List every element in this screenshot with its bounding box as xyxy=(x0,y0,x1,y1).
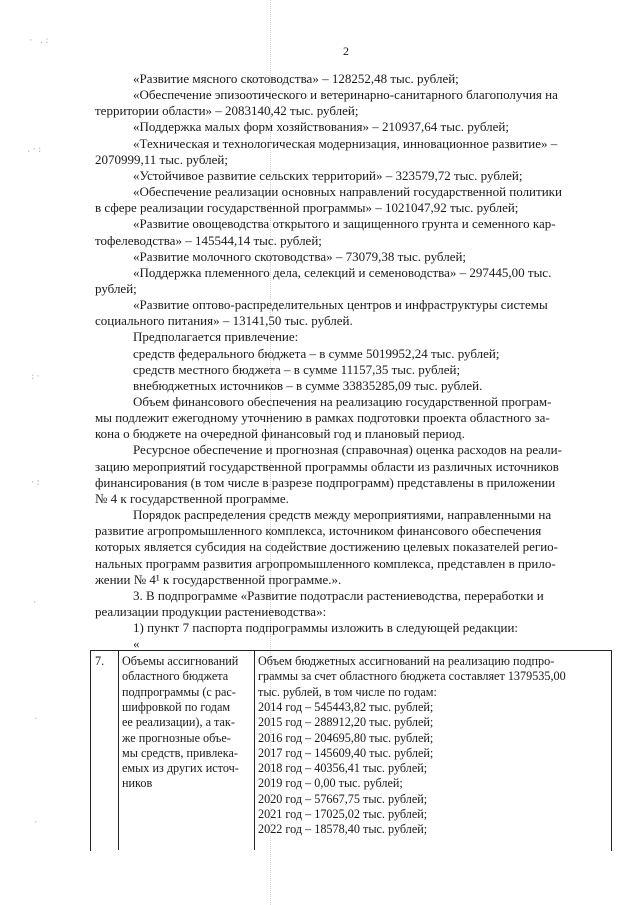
label-line: же прогнозные объе- xyxy=(122,730,231,745)
value-line: 2022 год – 18578,40 тыс. рублей; xyxy=(258,822,428,837)
text-line: социального питания» – 13141,50 тыс. рублей. xyxy=(95,313,353,329)
text-line: территории области» – 2083140,42 тыс. рублей; xyxy=(95,103,359,119)
label-line: областного бюджета xyxy=(122,669,229,684)
text-line: № 4 к государственной программе. xyxy=(95,490,289,506)
value-line: 2015 год – 288912,20 тыс. рублей; xyxy=(258,715,434,730)
text-line: тофелеводства» – 145544,14 тыс. рублей; xyxy=(95,232,322,248)
text-line: «Техническая и технологическая модернизация, инновационное развитие» – xyxy=(133,135,558,151)
table-divider xyxy=(254,650,255,850)
page-number: 2 xyxy=(343,44,349,58)
label-line: мы средств, привлека- xyxy=(122,745,238,760)
scan-artifact: . xyxy=(33,712,39,722)
text-line: жении № 4¹ к государственной программе.». xyxy=(95,571,342,587)
text-line: «Устойчивое развитие сельских территорий» – 323579,72 тыс. рублей; xyxy=(133,167,523,183)
value-line: граммы за счет областного бюджета составляет 1379535,00 xyxy=(258,669,566,684)
text-line: финансирования (в том числе в разрезе подпрограмм) представлены в приложении xyxy=(95,474,556,490)
text-line: «Обеспечение эпизоотического и ветеринарно-санитарного благополучия на xyxy=(133,87,558,103)
text-line: Порядок распределения средств между мероприятиями, направленными на xyxy=(133,507,552,523)
text-line: «Поддержка племенного дела, селекций и семеноводства» – 297445,00 тыс. xyxy=(133,264,552,280)
text-line: «Развитие мясного скотоводства» – 128252,48 тыс. рублей; xyxy=(133,71,459,86)
passport-table xyxy=(90,650,610,850)
value-line: 2018 год – 40356,41 тыс. рублей; xyxy=(258,761,428,776)
text-line: 2070999,11 тыс. рублей; xyxy=(95,151,228,167)
text-line: внебюджетных источников – в сумме 33835285,09 тыс. рублей. xyxy=(133,377,483,393)
scan-artifact: :· xyxy=(30,372,41,382)
value-line: 2016 год – 204695,80 тыс. рублей; xyxy=(258,730,434,745)
label-line: емых из других источ- xyxy=(122,761,239,776)
text-line: «Поддержка малых форм хозяйствования» – 210937,64 тыс. рублей; xyxy=(133,119,509,135)
label-line: Объемы ассигнований xyxy=(122,654,239,668)
text-line: Ресурсное обеспечение и прогнозная (справочная) оценка расходов на реали- xyxy=(133,442,562,458)
text-line: 3. В подпрограмме «Развитие подотрасли растениеводства, переработки и xyxy=(133,587,544,603)
text-line: в сфере реализации государственной программы» – 1021047,92 тыс. рублей; xyxy=(95,200,519,216)
text-line: мы подлежит ежегодному уточнению в рамках подготовки проекта областного за- xyxy=(95,410,550,426)
text-line: Предполагается привлечение: xyxy=(133,329,299,345)
scan-artifact: · .: xyxy=(28,36,50,46)
text-line: средств федерального бюджета – в сумме 5019952,24 тыс. рублей; xyxy=(133,345,500,361)
scan-artifact: · xyxy=(32,598,38,608)
value-line: Объем бюджетных ассигнований на реализацию подпро- xyxy=(258,654,555,668)
scan-artifact: · xyxy=(33,818,39,828)
label-line: ников xyxy=(122,776,153,791)
value-line: 2020 год – 57667,75 тыс. рублей; xyxy=(258,791,428,806)
text-line: развитие агропромышленного комплекса, источником финансового обеспечения xyxy=(95,523,542,539)
text-line: которых является субсидия на содействие достижению целевых показателей регио- xyxy=(95,539,558,555)
text-line: нальных программ развития агропромышленного комплекса, представлен в прило- xyxy=(95,555,556,571)
text-line: «Обеспечение реализации основных направлений государственной политики xyxy=(133,184,562,200)
scan-artifact: ·: xyxy=(30,478,41,488)
text-line: 1) пункт 7 паспорта подпрограммы изложить в следующей редакции: xyxy=(133,620,519,636)
value-line: тыс. рублей, в том числе по годам: xyxy=(258,684,437,699)
text-line: средств местного бюджета – в сумме 11157,35 тыс. рублей; xyxy=(133,361,461,377)
value-line: 2019 год – 0,00 тыс. рублей; xyxy=(258,776,403,791)
label-line: ее реализации), а так- xyxy=(122,715,235,730)
text-line: Объем финансового обеспечения на реализацию государственной програм- xyxy=(133,394,552,409)
value-line: 2014 год – 545443,82 тыс. рублей; xyxy=(258,699,434,714)
text-line: « xyxy=(133,636,140,652)
label-line: шифровкой по годам xyxy=(122,699,231,714)
scan-artifact: .·: xyxy=(26,145,43,155)
value-line: 2017 год – 145609,40 тыс. рублей; xyxy=(258,745,434,760)
label-line: подпрограммы (с рас- xyxy=(122,684,236,699)
text-line: рублей; xyxy=(95,280,137,296)
table-divider xyxy=(118,650,119,850)
text-line: реализации продукции растениеводства»: xyxy=(95,603,327,619)
text-line: «Развитие молочного скотоводства» – 73079,38 тыс. рублей; xyxy=(133,248,467,264)
text-line: «Развитие овощеводства открытого и защищенного грунта и семенного кар- xyxy=(133,216,556,232)
text-line: кона о бюджете на очередной финансовый год и плановый период. xyxy=(95,426,465,442)
text-line: зацию мероприятий государственной программы области из различных источников xyxy=(95,458,559,474)
table-row-number: 7. xyxy=(95,654,105,668)
text-line: «Развитие оптово-распределительных центров и инфраструктуры системы xyxy=(133,297,548,313)
value-line: 2021 год – 17025,02 тыс. рублей; xyxy=(258,807,428,821)
